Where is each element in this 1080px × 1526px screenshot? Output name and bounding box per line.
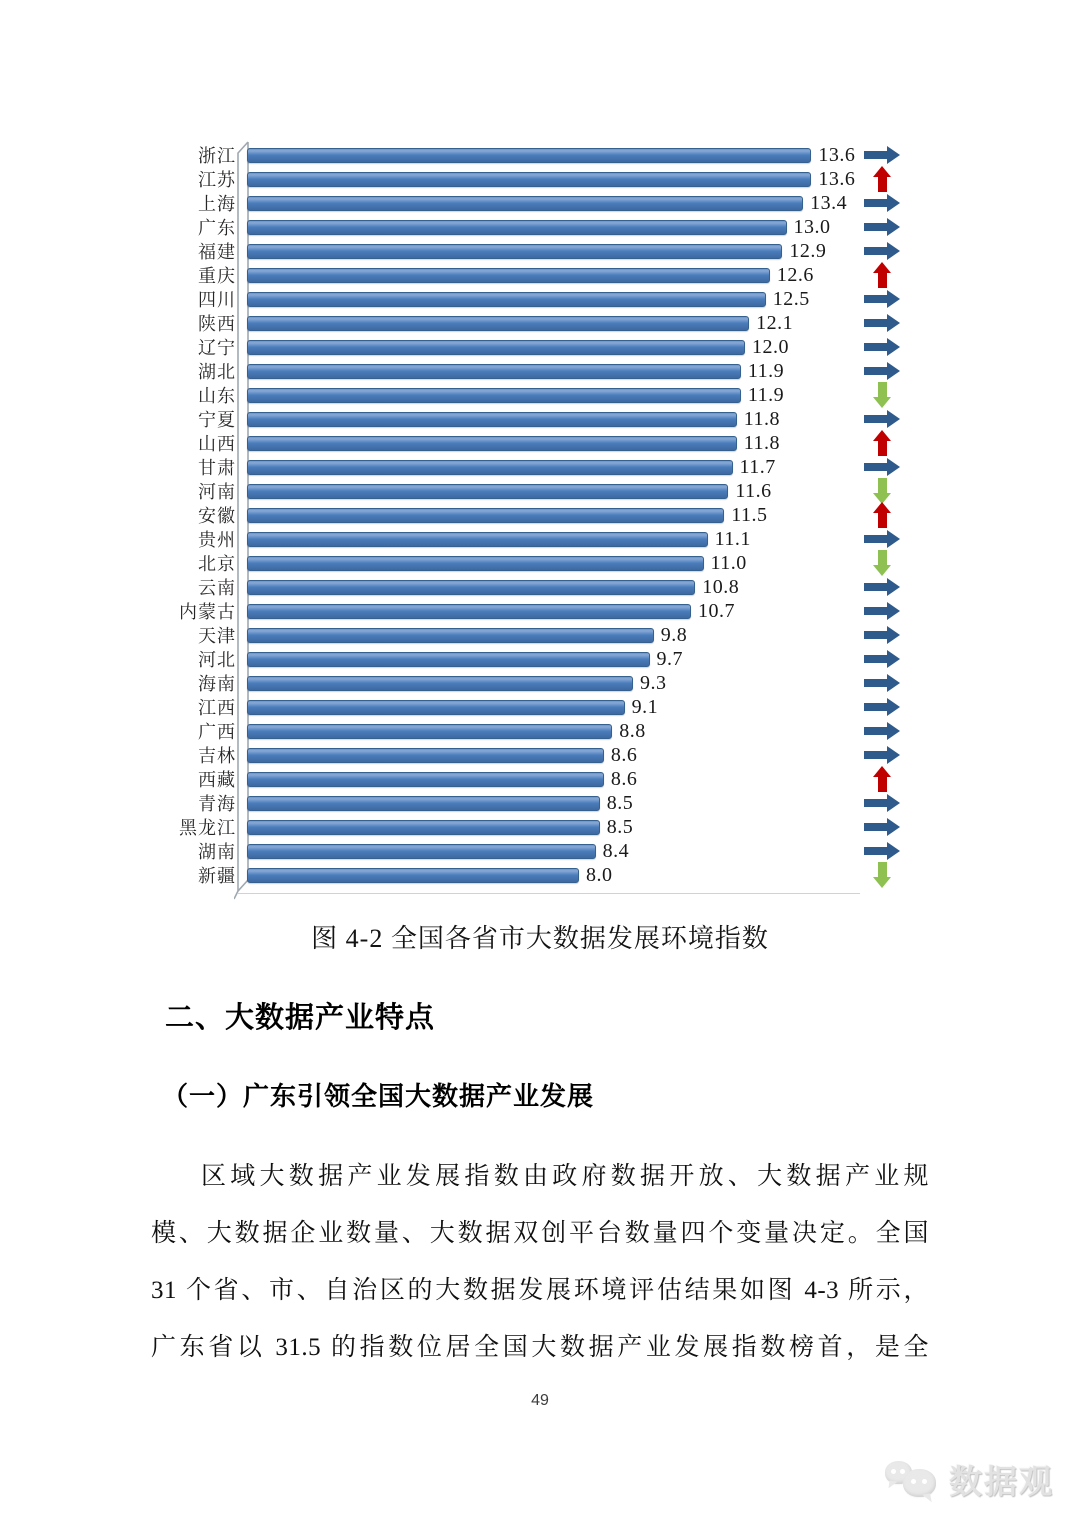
category-label: 青海: [198, 794, 236, 814]
wechat-chat-bubbles-icon: [883, 1457, 941, 1503]
bar-row: [150, 191, 940, 215]
bar-row: [150, 503, 940, 527]
value-label: 8.6: [610, 743, 638, 766]
value-label: 9.8: [660, 623, 688, 646]
bar-row: [150, 815, 940, 839]
value-label: 8.0: [586, 863, 613, 886]
category-label: 广东: [198, 218, 236, 238]
data-bar: [247, 556, 704, 571]
category-label: 福建: [198, 242, 236, 262]
value-label: 12.5: [772, 287, 810, 310]
category-label: 江苏: [198, 170, 236, 190]
bar-row: [150, 839, 940, 863]
category-label: 浙江: [198, 146, 236, 166]
data-bar: [247, 412, 737, 427]
value-label: 8.5: [606, 815, 634, 838]
value-label: 13.4: [810, 191, 848, 214]
bar-row: [150, 239, 940, 263]
trend-right-arrow-icon: [864, 415, 887, 423]
paragraph-line: 区域大数据产业发展指数由政府数据开放、大数据产业规: [201, 1163, 929, 1190]
value-label: 11.8: [743, 431, 780, 454]
bar-row: [150, 167, 940, 191]
trend-right-arrow-icon: [864, 823, 887, 831]
paragraph-line: 模、大数据企业数量、大数据双创平台数量四个变量决定。全国: [151, 1220, 929, 1247]
paragraph-line: 广东省以 31.5 的指数位居全国大数据产业发展指数榜首，是全: [151, 1334, 929, 1361]
trend-right-arrow-icon: [864, 151, 887, 159]
trend-right-arrow-icon: [864, 343, 887, 351]
category-label: 广西: [198, 722, 236, 742]
value-label: 11.7: [739, 455, 776, 478]
trend-right-arrow-icon: [864, 703, 887, 711]
category-label: 天津: [198, 626, 236, 646]
bar-row: [150, 479, 940, 503]
trend-right-arrow-icon: [864, 199, 887, 207]
data-bar: [247, 364, 741, 379]
bar-row: [150, 215, 940, 239]
trend-right-arrow-icon: [864, 679, 887, 687]
bar-row: [150, 575, 940, 599]
trend-right-arrow-icon: [864, 751, 887, 759]
bar-row: [150, 671, 940, 695]
data-bar: [247, 268, 770, 283]
category-label: 黑龙江: [179, 818, 236, 838]
category-label: 北京: [198, 554, 236, 574]
data-bar: [247, 748, 604, 763]
category-label: 甘肃: [198, 458, 236, 478]
value-label: 11.9: [747, 383, 785, 406]
data-bar: [247, 796, 600, 811]
bar-row: [150, 743, 940, 767]
bar-row: [150, 551, 940, 575]
trend-cell: [858, 860, 906, 890]
value-label: 12.9: [789, 239, 827, 262]
data-bar: [247, 580, 695, 595]
trend-down-arrow-icon: [878, 382, 887, 397]
value-label: 11.9: [747, 359, 785, 382]
trend-down-arrow-icon: [878, 862, 887, 877]
category-label: 四川: [198, 290, 236, 310]
value-label: 12.1: [756, 311, 794, 334]
category-label: 云南: [198, 578, 236, 598]
trend-right-arrow-icon: [864, 463, 887, 471]
trend-right-arrow-icon: [864, 799, 887, 807]
bar-row: [150, 359, 940, 383]
value-label: 9.3: [639, 671, 667, 694]
bar-row: [150, 599, 940, 623]
bar-row: [150, 527, 940, 551]
paragraph-line: 31 个省、市、自治区的大数据发展环境评估结果如图 4-3 所示，: [151, 1277, 929, 1304]
bar-row: [150, 407, 940, 431]
data-bar: [247, 436, 737, 451]
trend-right-arrow-icon: [864, 319, 887, 327]
category-label: 河北: [198, 650, 236, 670]
bar-row: [150, 623, 940, 647]
category-label: 西藏: [198, 770, 236, 790]
data-bar: [247, 652, 650, 667]
data-bar: [247, 724, 612, 739]
value-label: 11.8: [743, 407, 780, 430]
bar-row: [150, 335, 940, 359]
bar-row: [150, 383, 940, 407]
data-bar: [247, 172, 811, 187]
data-bar: [247, 628, 654, 643]
value-label: 8.8: [619, 719, 646, 742]
body-paragraph: [151, 1148, 929, 1376]
figure-caption: 图 4-2 全国各省市大数据发展环境指数: [311, 924, 769, 953]
bar-row: [150, 431, 940, 455]
value-label: 8.5: [606, 791, 634, 814]
data-bar: [247, 844, 596, 859]
bar-row: [150, 647, 940, 671]
trend-right-arrow-icon: [864, 583, 887, 591]
value-label: 8.6: [610, 767, 638, 790]
category-label: 内蒙古: [179, 602, 236, 622]
bar-chart-figure: [150, 143, 940, 887]
category-label: 上海: [198, 194, 236, 214]
category-label: 重庆: [198, 266, 236, 286]
data-bar: [247, 196, 803, 211]
value-label: 11.0: [710, 551, 747, 574]
section-heading: 二、大数据产业特点: [165, 1002, 436, 1034]
data-bar: [247, 244, 782, 259]
category-label: 陕西: [198, 314, 236, 334]
category-label: 湖北: [198, 362, 236, 382]
subsection-heading: （一）广东引领全国大数据产业发展: [162, 1081, 595, 1111]
data-bar: [247, 292, 766, 307]
data-bar: [247, 820, 600, 835]
value-label: 13.6: [818, 167, 856, 190]
data-bar: [247, 772, 604, 787]
category-label: 湖南: [198, 842, 236, 862]
trend-right-arrow-icon: [864, 655, 887, 663]
value-label: 8.4: [602, 839, 630, 862]
category-label: 山东: [198, 386, 236, 406]
category-label: 海南: [198, 674, 236, 694]
bar-row: [150, 287, 940, 311]
trend-right-arrow-icon: [864, 847, 887, 855]
data-bar: [247, 508, 724, 523]
trend-down-arrow-icon: [878, 550, 887, 565]
data-bar: [247, 484, 728, 499]
data-bar: [247, 340, 745, 355]
value-label: 11.1: [714, 527, 751, 550]
data-bar: [247, 532, 708, 547]
value-label: 13.0: [793, 215, 831, 238]
data-bar: [247, 868, 579, 883]
chart-rows: [150, 143, 940, 887]
data-bar: [247, 148, 811, 163]
trend-right-arrow-icon: [864, 631, 887, 639]
trend-right-arrow-icon: [864, 727, 887, 735]
value-label: 12.0: [752, 335, 789, 358]
watermark: [883, 1456, 1054, 1503]
bar-row: [150, 863, 940, 887]
bar-row: [150, 791, 940, 815]
data-bar: [247, 460, 733, 475]
category-label: 辽宁: [198, 338, 236, 358]
category-label: 江西: [198, 698, 236, 718]
category-label: 贵州: [198, 530, 236, 550]
data-bar: [247, 220, 787, 235]
trend-right-arrow-icon: [864, 223, 887, 231]
value-label: 11.5: [731, 503, 768, 526]
category-label: 新疆: [198, 866, 236, 886]
category-label: 宁夏: [198, 410, 236, 430]
value-label: 9.1: [631, 695, 659, 718]
bar-row: [150, 767, 940, 791]
bar-row: [150, 311, 940, 335]
data-bar: [247, 676, 633, 691]
bar-row: [150, 695, 940, 719]
bar-row: [150, 719, 940, 743]
trend-right-arrow-icon: [864, 607, 887, 615]
trend-right-arrow-icon: [864, 247, 887, 255]
trend-right-arrow-icon: [864, 367, 887, 375]
data-bar: [247, 388, 741, 403]
bar-row: [150, 263, 940, 287]
category-label: 河南: [198, 482, 236, 502]
trend-down-arrow-icon: [878, 478, 887, 493]
page-number: 49: [531, 1392, 549, 1409]
bar-row: [150, 143, 940, 167]
value-label: 12.6: [776, 263, 814, 286]
data-bar: [247, 700, 625, 715]
data-bar: [247, 604, 691, 619]
value-label: 10.8: [702, 575, 740, 598]
trend-right-arrow-icon: [864, 295, 887, 303]
value-label: 11.6: [735, 479, 772, 502]
watermark-text: 数据观: [949, 1463, 1054, 1500]
data-bar: [247, 316, 749, 331]
bar-row: [150, 455, 940, 479]
value-label: 13.6: [818, 143, 856, 166]
category-label: 吉林: [198, 746, 236, 766]
value-label: 10.7: [698, 599, 736, 622]
trend-right-arrow-icon: [864, 535, 887, 543]
category-label: 山西: [198, 434, 236, 454]
value-label: 9.7: [656, 647, 684, 670]
category-label: 安徽: [198, 506, 236, 526]
